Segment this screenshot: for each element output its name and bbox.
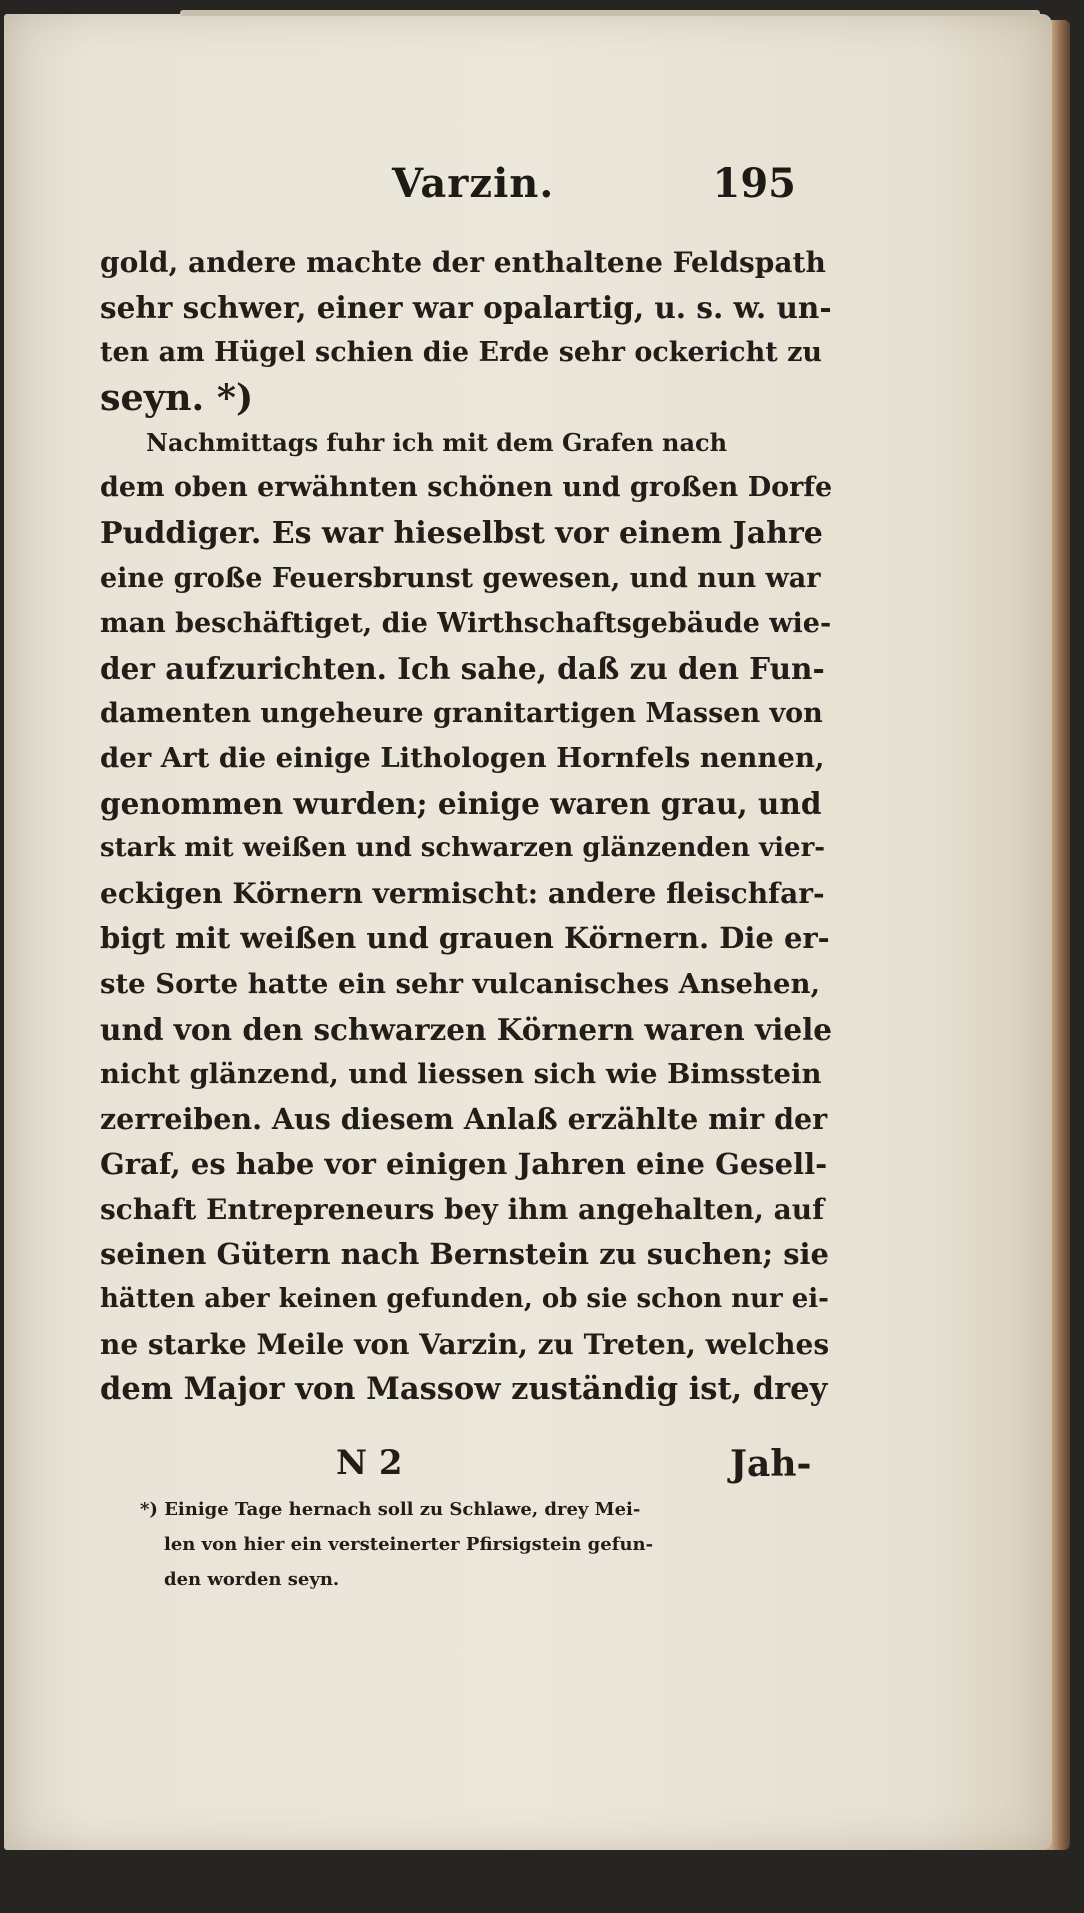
text-line: Nachmittags fuhr ich mit dem Grafen nach bbox=[146, 428, 728, 458]
text-line: Graf, es habe vor einigen Jahren eine Gesell- bbox=[100, 1146, 828, 1181]
text-line: und von den schwarzen Körnern waren viele bbox=[100, 1011, 833, 1047]
text-line: Puddiger. Es war hieselbst vor einem Jahre bbox=[100, 515, 823, 551]
text-line: eine große Feuersbrunst gewesen, und nun war bbox=[100, 562, 821, 594]
page-number: 195 bbox=[712, 160, 796, 207]
text-line: zerreiben. Aus diesem Anlaß erzählte mir der bbox=[100, 1101, 828, 1136]
body-text bbox=[100, 240, 833, 1412]
footnote bbox=[140, 1492, 840, 1597]
text-line: genommen wurden; einige waren grau, und bbox=[100, 786, 822, 822]
text-line: schaft Entrepreneurs bey ihm angehalten, auf bbox=[100, 1192, 825, 1226]
page-header bbox=[102, 160, 802, 220]
footnote-line: *) Einige Tage hernach soll zu Schlawe, drey Mei- bbox=[140, 1499, 641, 1520]
text-line: dem Major von Massow zuständig ist, drey bbox=[100, 1371, 828, 1408]
catchword: Jah- bbox=[730, 1443, 812, 1485]
text-line: eckigen Körnern vermischt: andere fleischfar- bbox=[100, 877, 825, 911]
text-line: hätten aber keinen gefunden, ob sie schon nur ei- bbox=[100, 1284, 829, 1315]
text-line: der Art die einige Lithologen Hornfels nennen, bbox=[100, 742, 825, 775]
text-line: man beschäftiget, die Wirthschaftsgebäude wie- bbox=[100, 607, 832, 639]
text-line: nicht glänzend, und liessen sich wie Bimsstein bbox=[100, 1057, 822, 1090]
text-line: ste Sorte hatte ein sehr vulcanisches Ansehen, bbox=[100, 967, 821, 1000]
text-line: gold, andere machte der enthaltene Feldspath bbox=[100, 246, 826, 279]
footnote-line: len von hier ein versteinerter Pfirsigstein gefun- bbox=[164, 1534, 654, 1555]
text-line: seinen Gütern nach Bernstein zu suchen; sie bbox=[100, 1237, 830, 1272]
text-line: bigt mit weißen und grauen Körnern. Die er- bbox=[100, 921, 830, 956]
text-line: seyn. *) bbox=[100, 376, 254, 420]
text-line: damenten ungeheure granitartigen Massen von bbox=[100, 697, 823, 729]
running-head: Varzin. bbox=[392, 160, 555, 207]
text-line: der aufzurichten. Ich sahe, daß zu den Fun- bbox=[100, 650, 825, 686]
text-line: ne starke Meile von Varzin, zu Treten, welches bbox=[100, 1328, 830, 1362]
footnote-line: den worden seyn. bbox=[164, 1569, 340, 1590]
text-line: ten am Hügel schien die Erde sehr ockericht zu bbox=[100, 337, 823, 369]
text-line: sehr schwer, einer war opalartig, u. s. w. un- bbox=[100, 290, 832, 326]
signature-mark: N 2 bbox=[336, 1443, 403, 1483]
text-line: stark mit weißen und schwarzen glänzenden vier- bbox=[100, 833, 826, 864]
text-line: dem oben erwähnten schönen und großen Dorfe bbox=[100, 472, 833, 504]
page-top-edge bbox=[180, 10, 1040, 16]
